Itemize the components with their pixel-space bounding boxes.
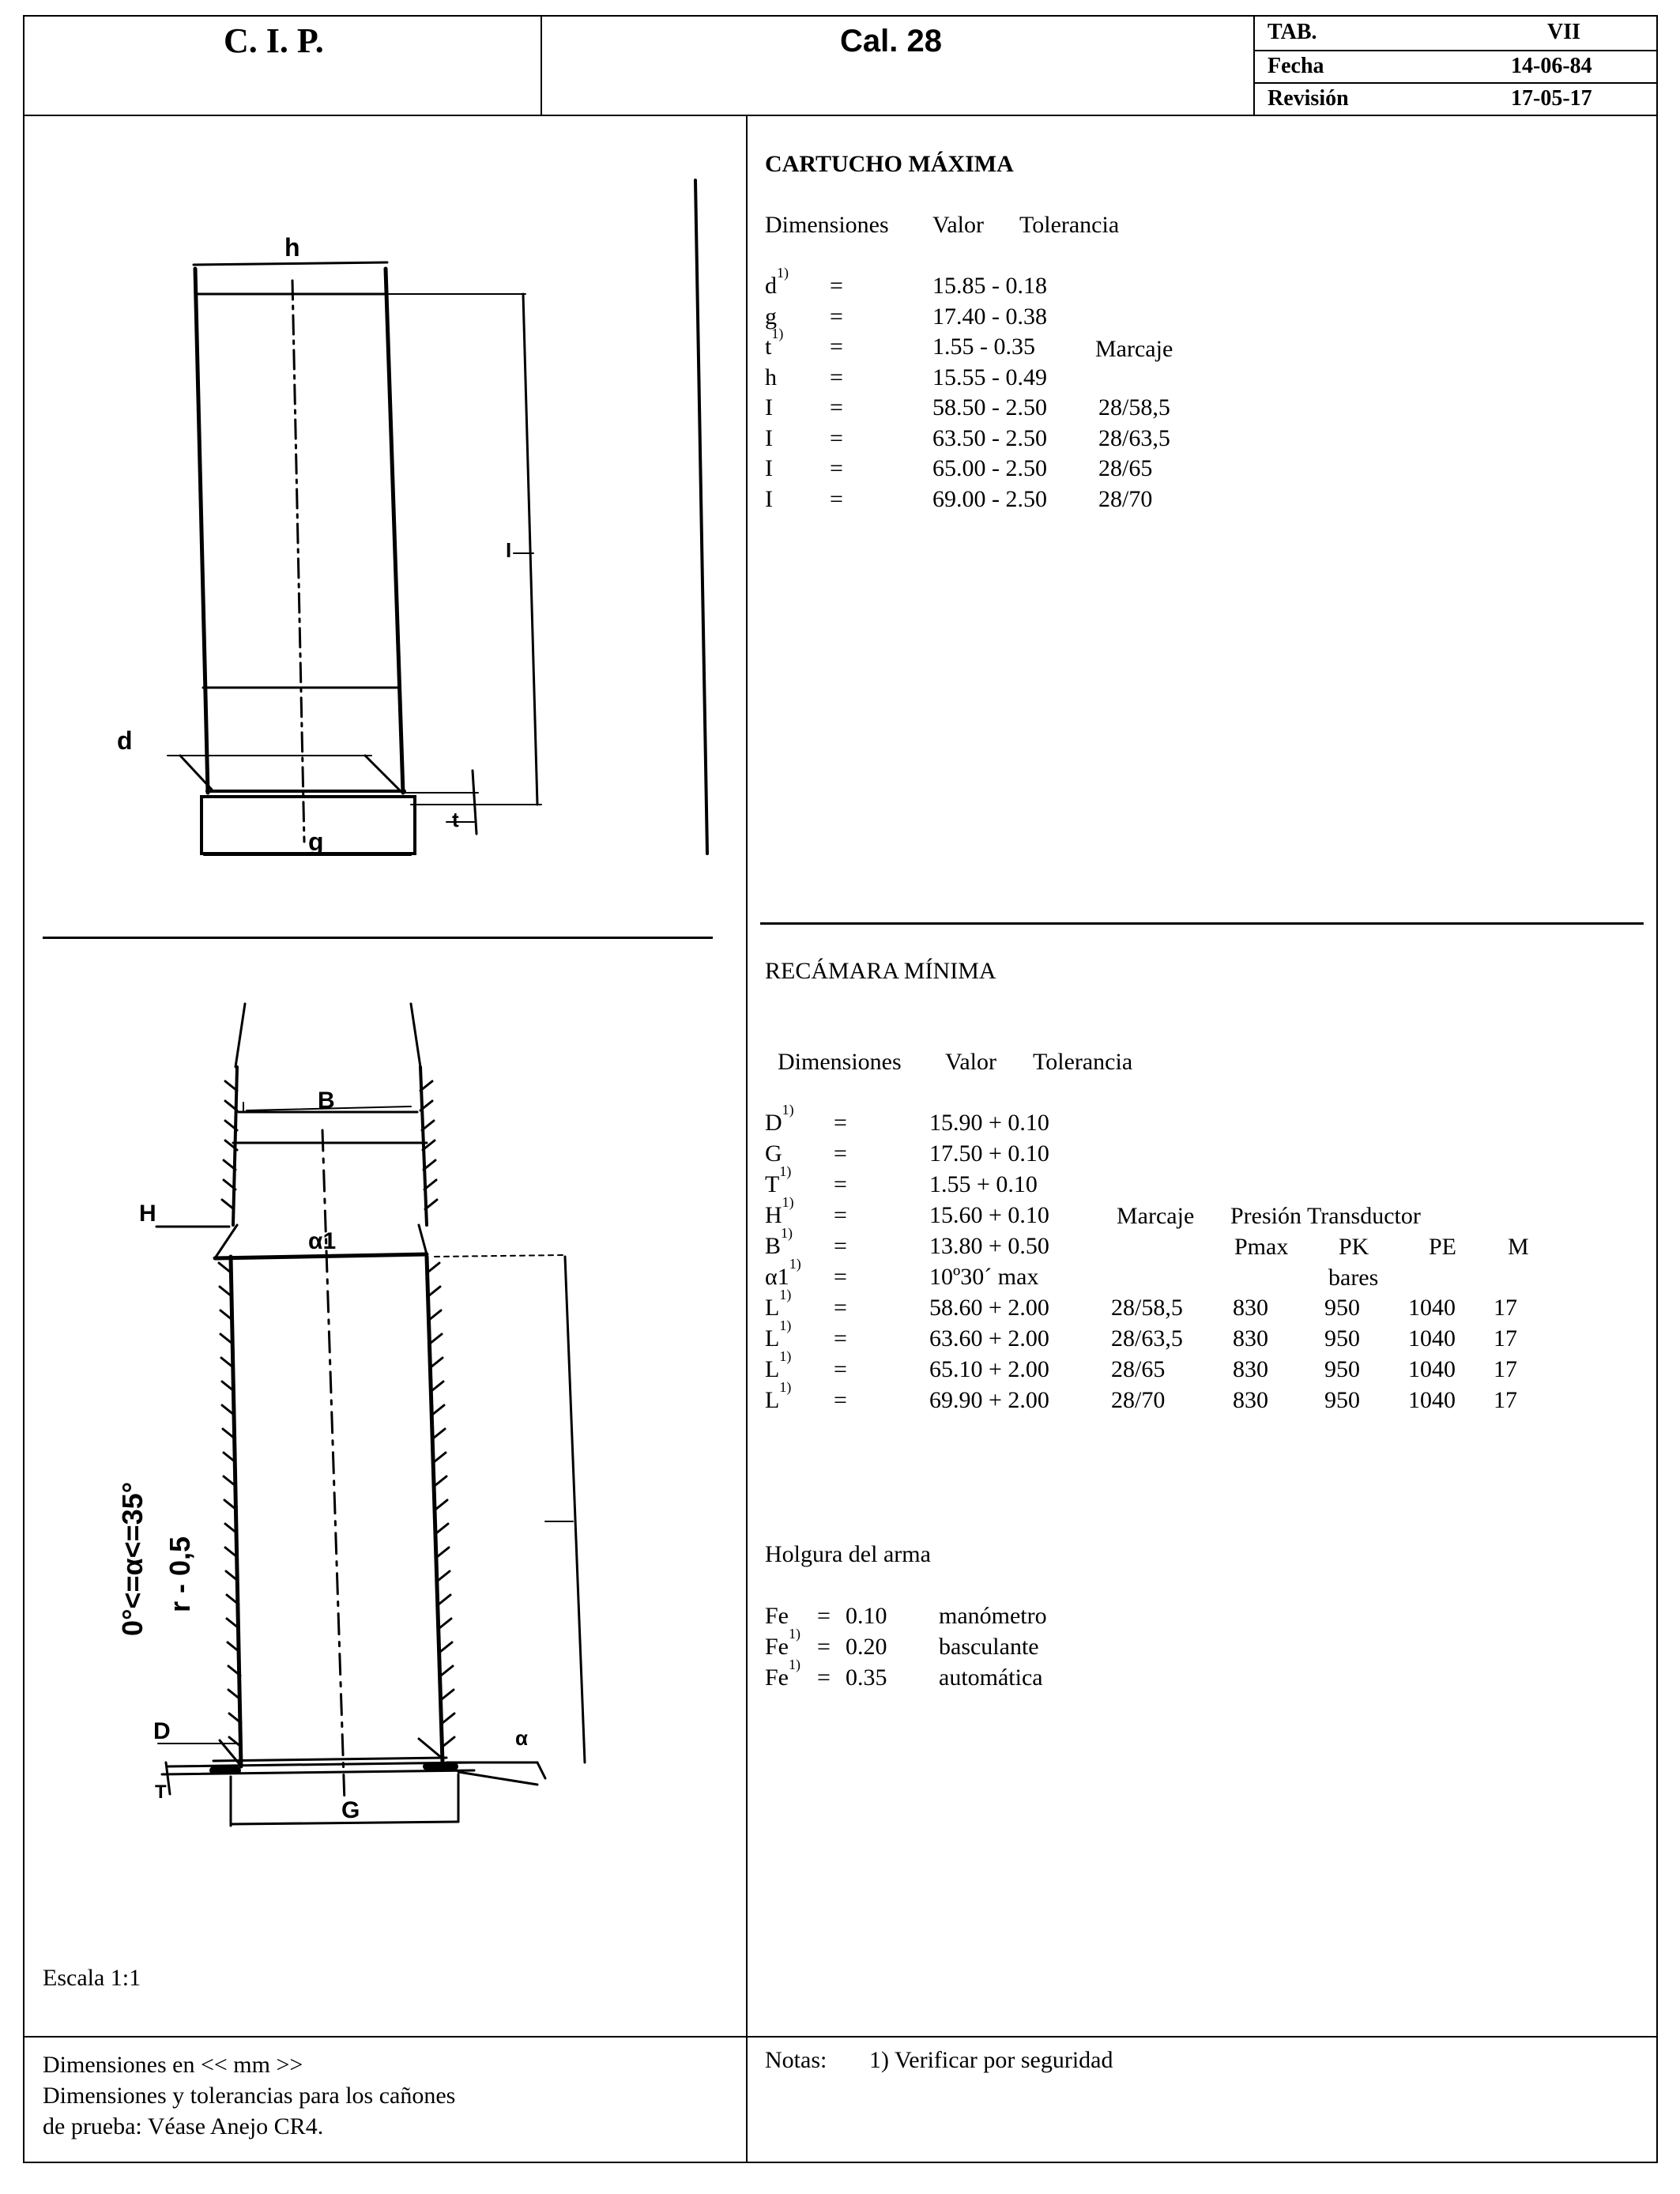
chamber-wall-left bbox=[231, 1257, 241, 1766]
chamber-row-value: 13.80 + 0.50 bbox=[929, 1233, 1049, 1259]
cartridge-row-value: 58.50 - 2.50 bbox=[932, 394, 1047, 420]
chamber-row-eq: = bbox=[834, 1140, 847, 1167]
label-T: T bbox=[155, 1781, 167, 1803]
chamber-row-pe: 1040 bbox=[1408, 1295, 1456, 1321]
revision-label: Revisión bbox=[1268, 86, 1349, 111]
chamber-row-mark: 28/58,5 bbox=[1111, 1295, 1183, 1321]
body-center-divider bbox=[746, 115, 748, 2163]
label-G: G bbox=[341, 1797, 360, 1823]
clearance-row-dim: Fe bbox=[765, 1603, 789, 1629]
clearance-row-eq: = bbox=[817, 1603, 831, 1629]
chamber-row-dim: $H^{1)}$ bbox=[765, 1194, 794, 1228]
footer-proof-line1: Dimensiones y tolerancias para los cañones bbox=[43, 2083, 456, 2109]
cartridge-col-tolerance: Tolerancia bbox=[1019, 212, 1120, 238]
cartridge-row-eq: = bbox=[830, 273, 843, 299]
chamber-row-value: 58.60 + 2.00 bbox=[929, 1295, 1049, 1321]
chamber-row-m: 17 bbox=[1494, 1325, 1517, 1351]
chamber-row-pmax: 830 bbox=[1233, 1356, 1268, 1382]
chamber-pk-header: PK bbox=[1339, 1234, 1369, 1260]
cartridge-row-eq: = bbox=[830, 364, 843, 390]
chamber-row-pk: 950 bbox=[1324, 1387, 1360, 1413]
cartridge-row-dim: I bbox=[765, 424, 773, 451]
chamber-row-mark: 28/63,5 bbox=[1111, 1325, 1183, 1351]
caliber-title: Cal. 28 bbox=[840, 24, 942, 58]
label-B: B bbox=[318, 1088, 335, 1114]
footer-notes-text: 1) Verificar por seguridad bbox=[869, 2047, 1113, 2073]
chamber-row-dim: α1$^{1)}$ bbox=[765, 1256, 801, 1290]
chamber-row-eq: = bbox=[834, 1110, 847, 1136]
chamber-row-eq: = bbox=[834, 1325, 847, 1351]
chamber-row-pe: 1040 bbox=[1408, 1387, 1456, 1413]
chamber-row-eq: = bbox=[834, 1264, 847, 1290]
cartridge-row-mark: 28/63,5 bbox=[1098, 424, 1170, 451]
cartridge-drawing bbox=[0, 0, 746, 933]
fecha-label: Fecha bbox=[1268, 54, 1324, 78]
chamber-row-pmax: 830 bbox=[1233, 1387, 1268, 1413]
chamber-col-tolerance: Tolerancia bbox=[1033, 1049, 1133, 1075]
cartridge-row-dim: $t^{1)}$ bbox=[765, 326, 784, 360]
chamber-row-value: 15.90 + 0.10 bbox=[929, 1110, 1049, 1136]
chamber-row-eq: = bbox=[834, 1202, 847, 1228]
chamber-row-pk: 950 bbox=[1324, 1356, 1360, 1382]
cartridge-row-dim: $d^{1)}$ bbox=[765, 265, 789, 299]
cartridge-row-value: 1.55 - 0.35 bbox=[932, 334, 1035, 360]
cartridge-row-value: 69.00 - 2.50 bbox=[932, 485, 1047, 512]
tab-value: VII bbox=[1547, 20, 1581, 44]
label-r: r - 0,5 bbox=[164, 1536, 196, 1612]
cartridge-row-eq: = bbox=[830, 455, 843, 481]
cartridge-body-left bbox=[195, 269, 208, 793]
chamber-drawing bbox=[0, 941, 746, 1936]
chamber-row-dim: G bbox=[765, 1140, 782, 1167]
cartridge-marking-header: Marcaje bbox=[1095, 336, 1173, 362]
chamber-row-pmax: 830 bbox=[1233, 1295, 1268, 1321]
chamber-row-pk: 950 bbox=[1324, 1325, 1360, 1351]
clearance-row-type: automática bbox=[939, 1664, 1043, 1691]
chamber-row-m: 17 bbox=[1494, 1356, 1517, 1382]
cartridge-row-dim: g bbox=[765, 303, 777, 330]
chamber-row-eq: = bbox=[834, 1356, 847, 1382]
cartridge-row-mark: 28/58,5 bbox=[1098, 394, 1170, 420]
header-row-line-2 bbox=[1253, 82, 1658, 84]
chamber-col-value: Valor bbox=[945, 1049, 996, 1075]
label-H: H bbox=[139, 1201, 156, 1227]
chamber-marking-header: Marcaje bbox=[1117, 1203, 1195, 1229]
cartridge-row-dim: I bbox=[765, 485, 773, 512]
chamber-row-dim: $B^{1)}$ bbox=[765, 1225, 793, 1259]
footer-proof-line2: de prueba: Véase Anejo CR4. bbox=[43, 2113, 324, 2139]
chamber-row-eq: = bbox=[834, 1295, 847, 1321]
label-D: D bbox=[153, 1718, 171, 1744]
chamber-m-header: M bbox=[1508, 1234, 1529, 1260]
chamber-row-value: 10º30´ max bbox=[929, 1264, 1039, 1290]
chamber-row-value: 65.10 + 2.00 bbox=[929, 1356, 1049, 1382]
header-divider-2 bbox=[1253, 15, 1255, 116]
org-title: C. I. P. bbox=[224, 21, 324, 60]
label-h: h bbox=[284, 233, 300, 262]
cartridge-row-mark: 28/65 bbox=[1098, 455, 1153, 481]
label-g: g bbox=[308, 827, 324, 856]
cartridge-row-eq: = bbox=[830, 303, 843, 330]
chamber-row-value: 15.60 + 0.10 bbox=[929, 1202, 1049, 1228]
header-row-line-1 bbox=[1253, 50, 1658, 51]
chamber-row-value: 17.50 + 0.10 bbox=[929, 1140, 1049, 1167]
clearance-row-value: 0.10 bbox=[846, 1603, 887, 1629]
scale-label: Escala 1:1 bbox=[43, 1965, 141, 1991]
clearance-row-value: 0.20 bbox=[846, 1634, 887, 1660]
label-alpha: α bbox=[515, 1726, 528, 1750]
clearance-row-type: manómetro bbox=[939, 1603, 1047, 1629]
chamber-pressure-header: Presión Transductor bbox=[1230, 1203, 1421, 1229]
chamber-row-dim: $D^{1)}$ bbox=[765, 1102, 794, 1136]
cartridge-row-eq: = bbox=[830, 424, 843, 451]
clearance-row-value: 0.35 bbox=[846, 1664, 887, 1691]
cartridge-row-value: 17.40 - 0.38 bbox=[932, 303, 1047, 330]
label-t: t bbox=[452, 808, 459, 831]
footer-divider bbox=[23, 2036, 1658, 2038]
clearance-row-eq: = bbox=[817, 1634, 831, 1660]
cartridge-col-dimensions: Dimensiones bbox=[765, 212, 889, 238]
cartridge-title: CARTUCHO MÁXIMA bbox=[765, 151, 1014, 177]
chamber-row-value: 1.55 + 0.10 bbox=[929, 1171, 1038, 1197]
chamber-row-dim: $L^{1)}$ bbox=[765, 1379, 792, 1413]
chamber-row-m: 17 bbox=[1494, 1387, 1517, 1413]
cartridge-row-dim: h bbox=[765, 364, 777, 390]
clearance-title: Holgura del arma bbox=[765, 1541, 931, 1567]
chamber-row-mark: 28/70 bbox=[1111, 1387, 1166, 1413]
cartridge-row-dim: I bbox=[765, 394, 773, 420]
cartridge-row-eq: = bbox=[830, 334, 843, 360]
clearance-row-dim: Fe$^{1)}$ bbox=[765, 1657, 800, 1691]
label-d: d bbox=[117, 726, 133, 755]
chamber-title: RECÁMARA MÍNIMA bbox=[765, 958, 996, 984]
chamber-row-mark: 28/65 bbox=[1111, 1356, 1166, 1382]
chamber-row-eq: = bbox=[834, 1387, 847, 1413]
clearance-row-type: basculante bbox=[939, 1634, 1039, 1660]
chamber-row-value: 63.60 + 2.00 bbox=[929, 1325, 1049, 1351]
chamber-row-eq: = bbox=[834, 1233, 847, 1259]
cartridge-row-mark: 28/70 bbox=[1098, 485, 1153, 512]
revision-value: 17-05-17 bbox=[1511, 86, 1592, 111]
chamber-col-dimensions: Dimensiones bbox=[778, 1049, 902, 1075]
chamber-bares-label: bares bbox=[1328, 1265, 1379, 1291]
tab-label: TAB. bbox=[1268, 20, 1317, 44]
fecha-value: 14-06-84 bbox=[1511, 54, 1592, 78]
clearance-row-dim: Fe$^{1)}$ bbox=[765, 1626, 800, 1660]
chamber-pmax-header: Pmax bbox=[1234, 1234, 1289, 1260]
chamber-row-pmax: 830 bbox=[1233, 1325, 1268, 1351]
cartridge-row-value: 15.55 - 0.49 bbox=[932, 364, 1047, 390]
chamber-row-pe: 1040 bbox=[1408, 1356, 1456, 1382]
cartridge-col-value: Valor bbox=[932, 212, 984, 238]
cartridge-row-eq: = bbox=[830, 394, 843, 420]
label-angle-range: 0°<=α<=35° bbox=[116, 1481, 149, 1636]
chamber-row-m: 17 bbox=[1494, 1295, 1517, 1321]
footer-units: Dimensiones en << mm >> bbox=[43, 2052, 303, 2078]
chamber-row-eq: = bbox=[834, 1171, 847, 1197]
chamber-row-pk: 950 bbox=[1324, 1295, 1360, 1321]
chamber-row-dim: $L^{1)}$ bbox=[765, 1318, 792, 1351]
cartridge-row-dim: I bbox=[765, 455, 773, 481]
chamber-pe-header: PE bbox=[1429, 1234, 1457, 1260]
cartridge-row-eq: = bbox=[830, 485, 843, 512]
cartridge-centerline bbox=[292, 281, 304, 842]
chamber-row-pe: 1040 bbox=[1408, 1325, 1456, 1351]
cartridge-body-right bbox=[386, 269, 403, 793]
label-l: I bbox=[506, 538, 512, 562]
chamber-row-dim: $T^{1)}$ bbox=[765, 1163, 792, 1197]
chamber-row-dim: $L^{1)}$ bbox=[765, 1287, 792, 1321]
footer-notes-label: Notas: bbox=[765, 2047, 827, 2073]
right-section-divider bbox=[760, 922, 1644, 925]
left-section-divider bbox=[43, 937, 713, 939]
cartridge-row-value: 65.00 - 2.50 bbox=[932, 455, 1047, 481]
label-alpha1: α1 bbox=[308, 1228, 337, 1254]
chamber-row-value: 69.90 + 2.00 bbox=[929, 1387, 1049, 1413]
clearance-row-eq: = bbox=[817, 1664, 831, 1691]
chamber-row-dim: $L^{1)}$ bbox=[765, 1348, 792, 1382]
cartridge-row-value: 15.85 - 0.18 bbox=[932, 273, 1047, 299]
cartridge-row-value: 63.50 - 2.50 bbox=[932, 424, 1047, 451]
